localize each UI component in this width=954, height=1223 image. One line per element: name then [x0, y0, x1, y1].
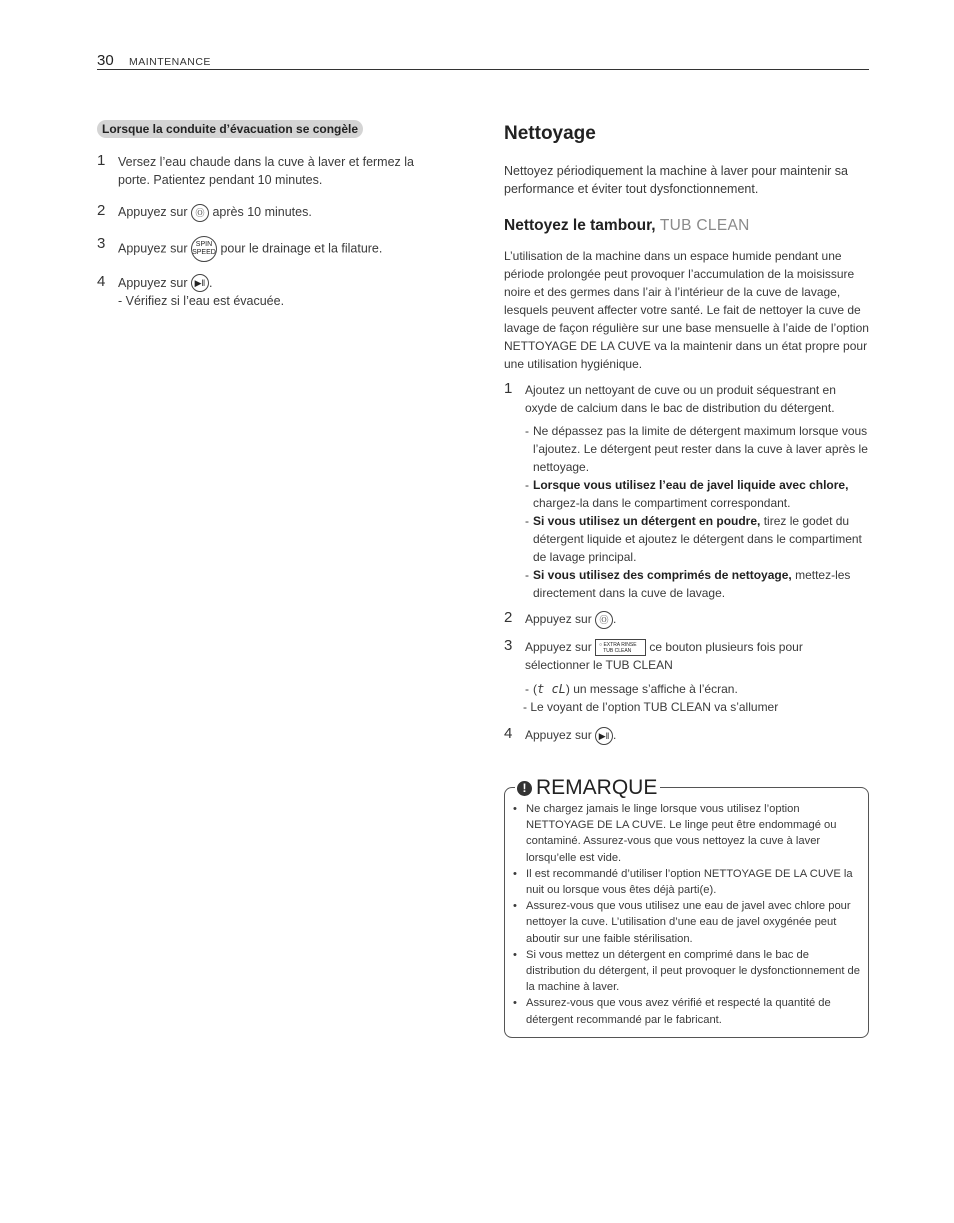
tub-clean-subtitle: Nettoyez le tambour, TUB CLEAN: [504, 217, 750, 234]
right-sub-item: - Si vous utilisez des comprimés de nettoyage, mettez-les directement dans la cuve de lavage.: [525, 568, 851, 600]
remarque-item: • Assurez-vous que vous utilisez une eau de javel avec chlore pour nettoyer la cuve. L’utilisation d’une eau de javel oxygénée peut aboutir sur une faible stérilisation.: [513, 900, 851, 945]
tub-clean-paragraph: L’utilisation de la machine dans un espace humide pendant une période prolongée peut provoquer l’accumulation de la moisissure noire et des germes dans l’air à l’intérieur de la cuve de lavage, lesquels peuvent affecter votre santé. Le fait de nettoyer la cuve de lavage de façon régulière sur une base mensuelle à l’aide de l’option NETTOYAGE DE LA CUVE va la maintenir dans un état propre pour une utilisation hygiénique.: [504, 249, 869, 371]
right-step-2: 2 Appuyez sur Ⓞ .: [504, 610, 869, 629]
play-pause-icon: ▶‖: [595, 727, 613, 745]
right-step-4: 4 Appuyez sur ▶‖ .: [504, 726, 869, 745]
display-message-note: - (t cL) un message s’affiche à l’écran.: [525, 682, 738, 697]
page-header: [97, 52, 869, 70]
tub-clean-highlight: TUB CLEAN: [659, 217, 750, 234]
cleaning-intro: Nettoyez périodiquement la machine à laver pour maintenir sa performance et éviter tout dysfonctionnement.: [504, 164, 848, 196]
remarque-item: • Ne chargez jamais le linge lorsque vous utilisez l’option NETTOYAGE DE LA CUVE. Le linge peut être endommagé ou contaminé. Assurez-vous que vous nettoyez la cuve à laver lorsqu’elle est vide.: [513, 803, 837, 864]
left-step-1: 1 Versez l’eau chaude dans la cuve à laver et fermez la porte. Patientez pendant 10 minutes.: [97, 152, 415, 187]
right-step-1: 1 Ajoutez un nettoyant de cuve ou un produit séquestrant en oxyde de calcium dans le bac de distribution du détergent.: [504, 380, 836, 415]
left-step-3: 3 Appuyez sur SPIN SPEED pour le drainage et la filature.: [97, 236, 442, 262]
drain-frozen-heading: Lorsque la conduite d’évacuation se congèle: [97, 120, 363, 138]
play-pause-icon: ▶‖: [191, 274, 209, 292]
right-step-3: 3 Appuyez sur ○ EXTRA RINSE TUB CLEAN ce bouton plusieurs fois pour sélectionner le TUB CLEAN: [504, 636, 803, 673]
remarque-item: • Assurez-vous que vous avez vérifié et respecté la quantité de détergent recommandé par le fabricant.: [513, 997, 831, 1026]
power-icon: Ⓞ: [191, 204, 209, 222]
section-name: MAINTENANCE: [129, 56, 211, 68]
remarque-item: • Si vous mettez un détergent en comprimé dans le bac de distribution du détergent, il peut provoquer le dysfonctionnement de la machine à laver.: [513, 948, 860, 994]
left-step-4: 4 Appuyez sur ▶‖ . - Vérifiez si l’eau est évacuée.: [97, 274, 442, 311]
warning-icon: !: [517, 781, 532, 796]
spin-speed-icon: SPIN SPEED: [191, 236, 217, 262]
left-step-4-sub: - Vérifiez si l’eau est évacuée.: [118, 294, 285, 309]
right-step-3-subs: [504, 680, 869, 716]
display-code: t cL: [537, 682, 566, 697]
right-sub-item: - Si vous utilisez un détergent en poudre, tirez le godet du détergent liquide et ajoutez le détergent dans le compartiment de lavage principal.: [525, 514, 862, 564]
power-icon: Ⓞ: [595, 611, 613, 629]
right-sub-item: - Ne dépassez pas la limite de détergent maximum lorsque vous l’ajoutez. Le détergent peut rester dans la cuve à laver après le nettoyage.: [525, 424, 868, 474]
remarque-item: • Il est recommandé d’utiliser l’option NETTOYAGE DE LA CUVE la nuit ou lorsque vous êtes déjà parti(e).: [513, 867, 853, 897]
right-step-1-subs: [504, 422, 869, 602]
extra-rinse-tub-clean-icon: ○ EXTRA RINSE TUB CLEAN: [595, 639, 646, 656]
remarque-list: [513, 801, 861, 1028]
remarque-box: [504, 776, 869, 1038]
drain-frozen-section: [97, 120, 442, 310]
page-number: 30: [97, 52, 114, 69]
remarque-title: ! REMARQUE: [515, 776, 660, 800]
cleaning-title: Nettoyage: [504, 123, 596, 144]
right-sub-item: - Lorsque vous utilisez l’eau de javel liquide avec chlore, chargez-la dans le compartiment correspondant.: [525, 478, 849, 510]
left-step-2: 2 Appuyez sur Ⓞ après 10 minutes.: [97, 203, 442, 222]
indicator-note: - Le voyant de l’option TUB CLEAN va s’allumer: [523, 700, 779, 715]
cleaning-section: [504, 120, 869, 745]
